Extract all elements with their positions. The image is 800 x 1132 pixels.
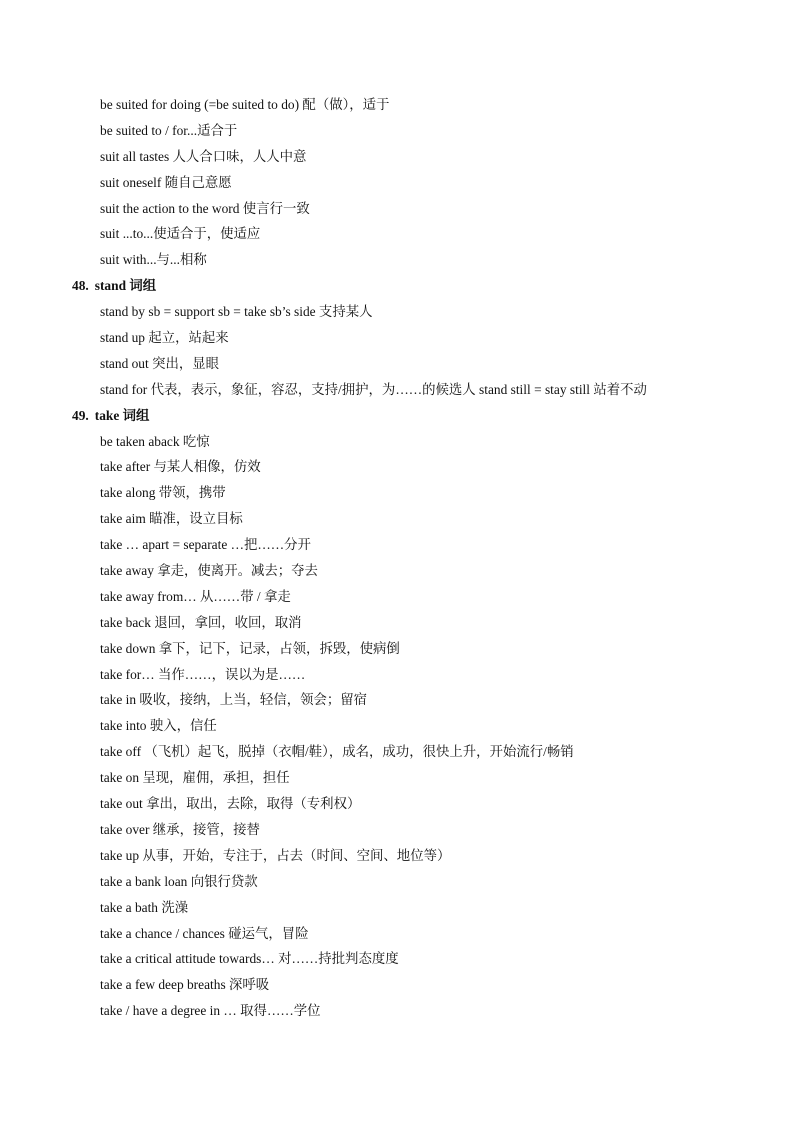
- phrase-line: stand for 代表，表示，象征，容忍，支持/拥护，为……的候选人 stand still = stay still 站着不动: [100, 381, 647, 397]
- phrase-line: take a bank loan 向银行贷款: [100, 873, 258, 889]
- phrase-line: take … apart = separate …把……分开: [100, 537, 311, 553]
- phrase-line: take down 拿下，记下，记录，占领，拆毁，使病倒: [100, 640, 400, 656]
- section-title: take 词组: [94, 407, 150, 423]
- phrase-line: take a bath 洗澡: [100, 899, 189, 915]
- phrase-line: suit the action to the word 使言行一致: [100, 200, 310, 216]
- phrase-line: be suited to / for...适合于: [100, 122, 238, 138]
- phrase-line: take away from… 从……带 / 拿走: [100, 588, 291, 604]
- phrase-line: take over 继承，接管，接替: [100, 821, 260, 837]
- phrase-line: take / have a degree in … 取得……学位: [100, 1003, 321, 1019]
- phrase-line: take along 带领，携带: [100, 485, 226, 501]
- section-number: 48.: [72, 278, 89, 294]
- phrase-line: take off （飞机）起飞，脱掉（衣帽/鞋），成名，成功，很快上升，开始流行/畅销: [100, 744, 574, 760]
- section-number: 49.: [72, 407, 89, 423]
- phrase-line: suit ...to...使适合于，使适应: [100, 226, 261, 242]
- phrase-line: take away 拿走，使离开。减去；夺去: [100, 563, 318, 579]
- phrase-line: suit with...与...相称: [100, 252, 207, 268]
- phrase-line: take on 呈现，雇佣，承担，担任: [100, 770, 290, 786]
- section-heading-stand: [0, 273, 800, 299]
- phrase-line: take aim 瞄准，设立目标: [100, 511, 243, 527]
- phrase-line: suit oneself 随自己意愿: [100, 174, 232, 190]
- phrase-line: be suited for doing (=be suited to do) 配（做），适于: [100, 97, 390, 112]
- phrase-line: be taken aback 吃惊: [100, 433, 210, 449]
- phrase-line: suit all tastes 人人合口味，人人中意: [100, 148, 307, 164]
- phrase-line: take after 与某人相像，仿效: [100, 459, 261, 475]
- phrase-line: take a critical attitude towards… 对……持批判态度度: [100, 951, 399, 967]
- phrase-line: take in 吸收，接纳，上当，轻信，领会；留宿: [100, 692, 368, 708]
- phrase-line: take for… 当作……，误以为是……: [100, 666, 306, 682]
- phrase-line: take up 从事，开始，专注于，占去（时间、空间、地位等）: [100, 847, 451, 863]
- section-heading-take: [0, 403, 800, 429]
- phrase-line: take a few deep breaths 深呼吸: [100, 977, 270, 993]
- phrase-line: stand up 起立，站起来: [100, 330, 229, 346]
- phrase-line: take back 退回，拿回，收回，取消: [100, 614, 302, 630]
- section-title: stand 词组: [94, 278, 157, 294]
- phrase-line: take a chance / chances 碰运气，冒险: [100, 925, 309, 941]
- phrase-line: stand by sb = support sb = take sb’s side 支持某人: [100, 304, 373, 320]
- phrase-line: take out 拿出，取出，去除，取得（专利权）: [100, 796, 361, 812]
- document-page: [0, 92, 800, 1024]
- phrase-line: stand out 突出，显眼: [100, 355, 220, 371]
- phrase-line: take into 驶入，信任: [100, 718, 217, 734]
